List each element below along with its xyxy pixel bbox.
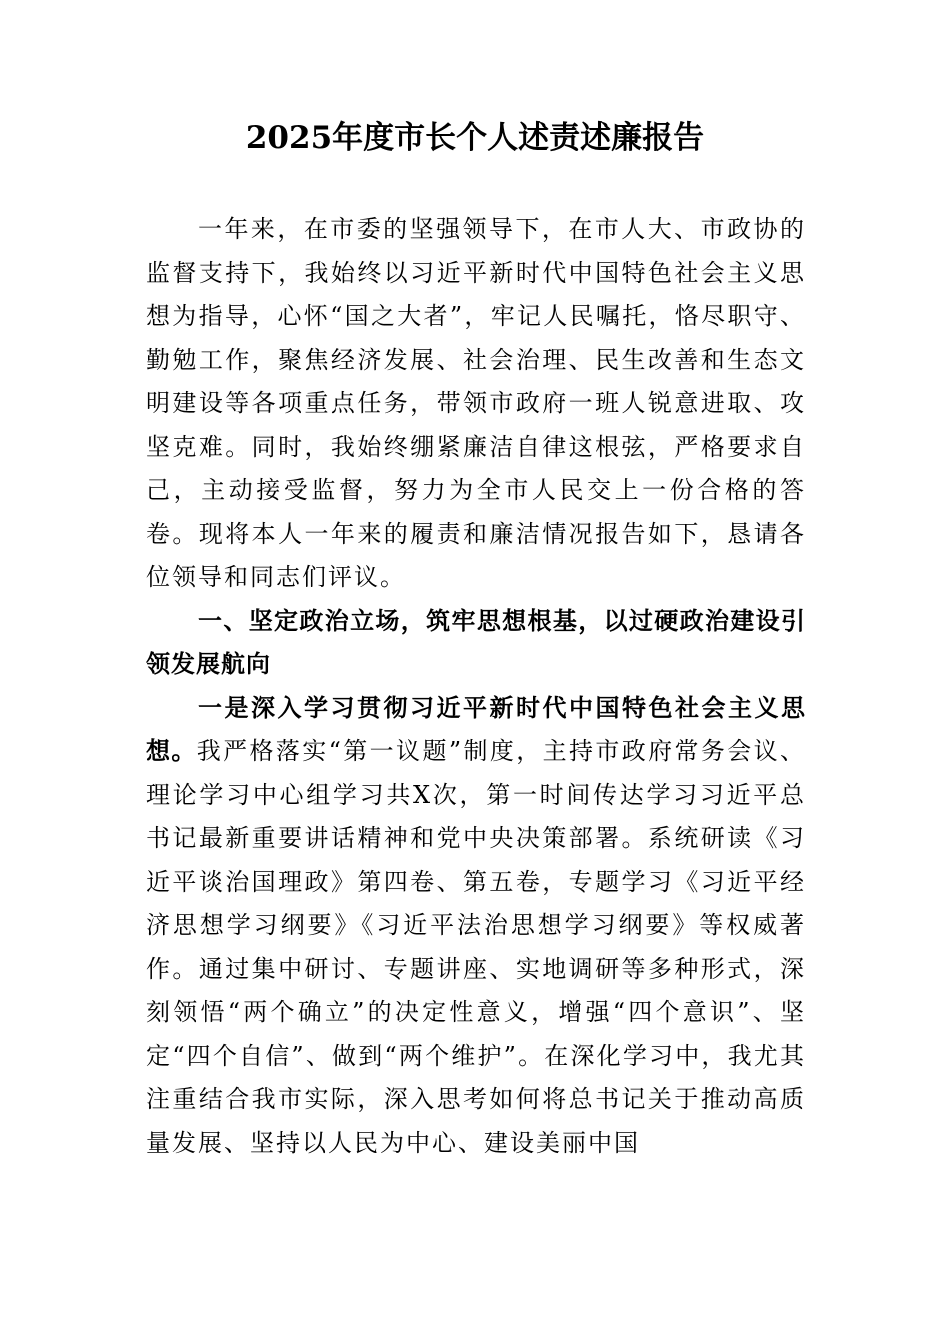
intro-paragraph: 一年来，在市委的坚强领导下，在市人大、市政协的监督支持下，我始终以习近平新时代中国特色社会主义思想为指导，心怀“国之大者”，牢记人民嘱托，恪尽职守、勤勉工作，聚焦经济发展、社会治理、民生改善和生态文明建设等各项重点任务，带领市政府一班人锐意进取、攻坚克难。同时，我始终绷紧廉洁自律这根弦，严格要求自己，主动接受监督，努力为全市人民交上一份合格的答卷。现将本人一年来的履责和廉洁情况报告如下，恳请各位领导和同志们评议。	[146, 215, 806, 591]
point-1-lead: 一是深入学习贯彻习近平新时代中国特色社会主义思想。	[146, 693, 806, 765]
section-1-heading: 一、坚定政治立场，筑牢思想根基，以过硬政治建设引领发展航向	[146, 606, 806, 678]
document-body	[146, 208, 806, 1165]
point-1-body: 我严格落实“第一议题”制度，主持市政府常务会议、理论学习中心组学习共X次，第一时间传达学习习近平总书记最新重要讲话精神和党中央决策部署。系统研读《习近平谈治国理政》第四卷、第五卷，专题学习《习近平经济思想学习纲要》《习近平法治思想学习纲要》等权威著作。通过集中研讨、专题讲座、实地调研等多种形式，深刻领悟“两个确立”的决定性意义，增强“四个意识”、坚定“四个自信”、做到“两个维护”。在深化学习中，我尤其注重结合我市实际，深入思考如何将总书记关于推动高质量发展、坚持以人民为中心、建设美丽中国	[146, 737, 806, 1157]
document-title: 2025年度市长个人述责述廉报告	[245, 120, 705, 156]
point-1-paragraph	[146, 687, 806, 1166]
